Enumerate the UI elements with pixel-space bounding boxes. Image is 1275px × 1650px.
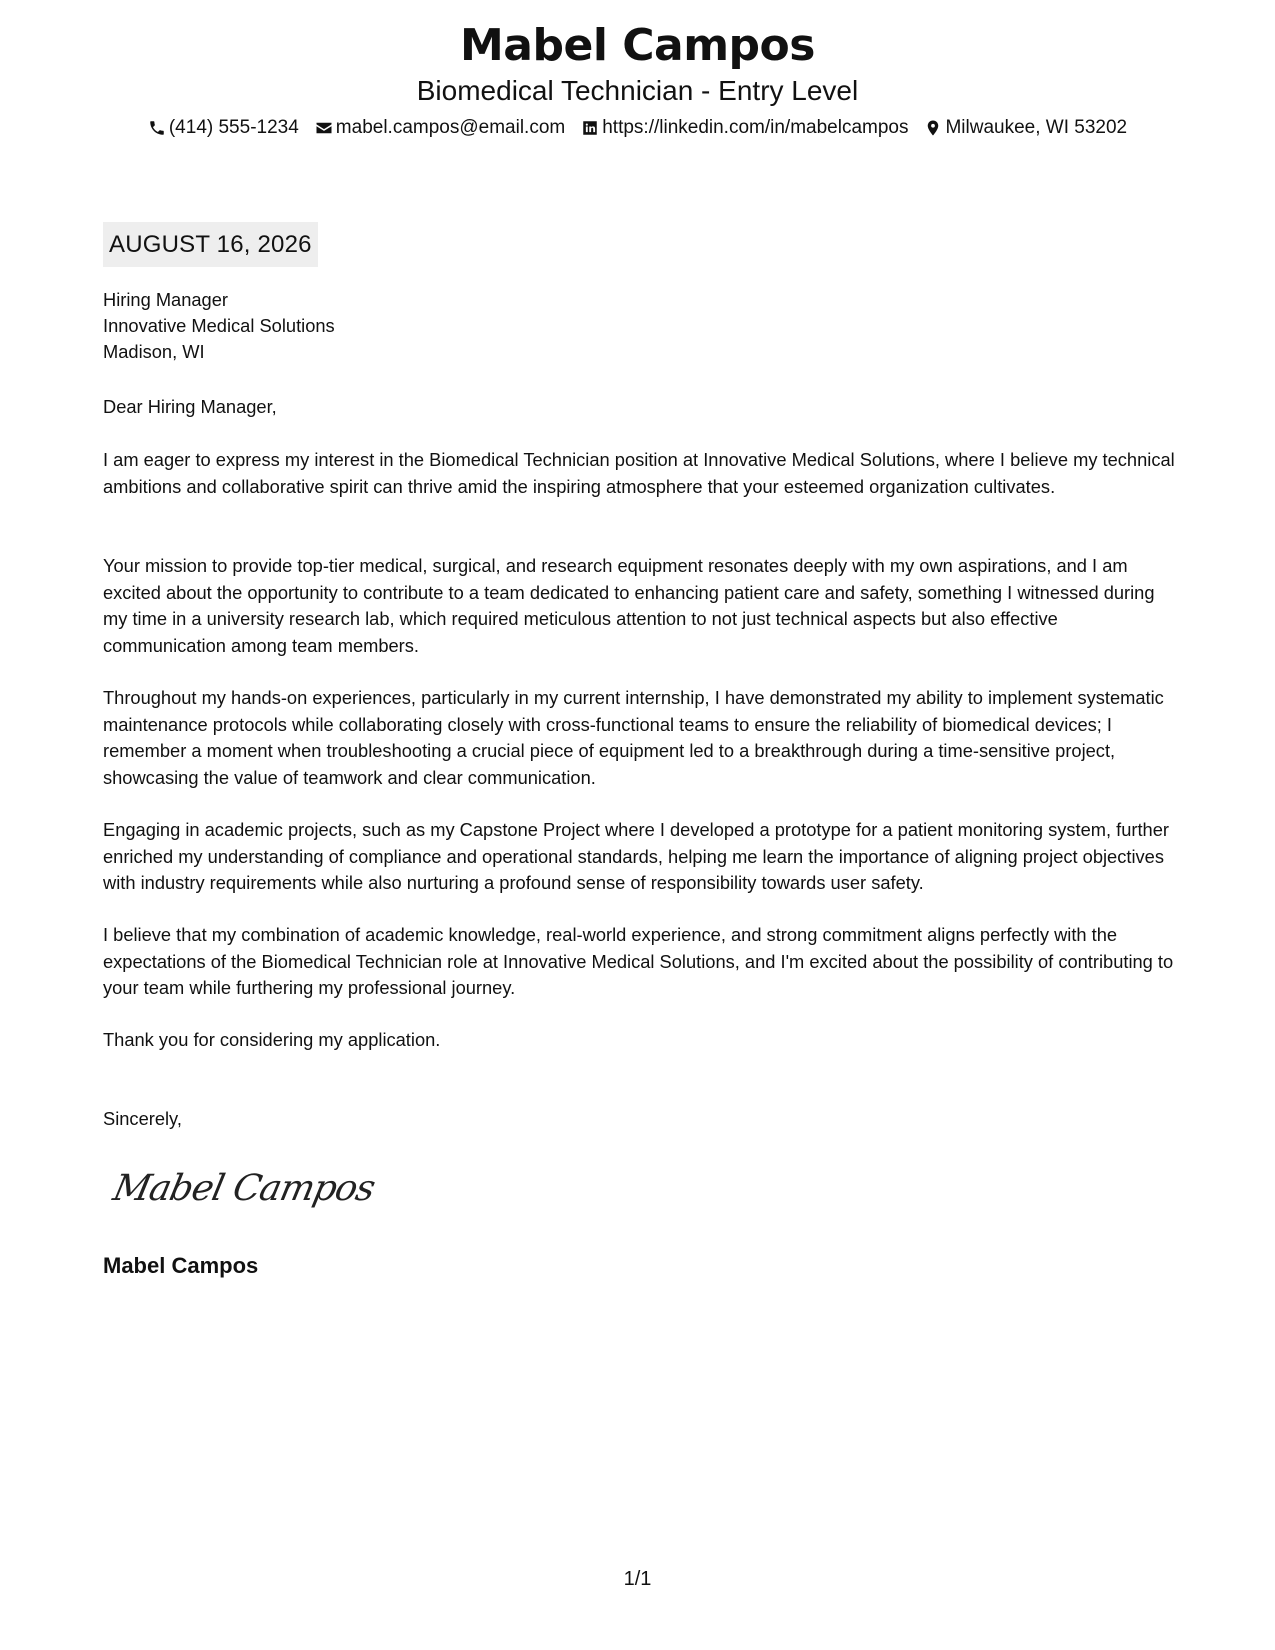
closing: Sincerely,: [103, 1108, 182, 1129]
svg-text:Mabel Campos: Mabel Campos: [109, 1166, 379, 1209]
location-text: Milwaukee, WI 53202: [945, 117, 1128, 138]
body-paragraph: Engaging in academic projects, such as my Capstone Project where I developed a prototype for a patient monitoring system, further enriched my understanding of compliance and operational standards, helping me learn the importance of aligning project objectives with industry requirements while also nurturing a profound sense of responsibility towards user safety.: [103, 819, 1169, 893]
signer-name: Mabel Campos: [103, 1253, 259, 1278]
letter-header: [0, 18, 1275, 141]
envelope-icon: [315, 119, 333, 137]
body-paragraph: Your mission to provide top-tier medical, surgical, and research equipment resonates deeply with my own aspirations, and I am excited about the opportunity to contribute to a team dedicated to enhancing patient care and safety, something I witnessed during my time in a university research lab, which required meticulous attention to not just technical aspects but also effective communication among team members.: [103, 555, 1155, 656]
body-paragraph: Throughout my hands-on experiences, particularly in my current internship, I have demonstrated my ability to implement systematic maintenance protocols while collaborating closely with cross-functional teams to ensure the reliability of biomedical devices; I remember a moment when troubleshooting a crucial piece of equipment led to a breakthrough during a time-sensitive project, showcasing the value of teamwork and clear communication.: [103, 687, 1164, 788]
letter-date: AUGUST 16, 2026: [103, 222, 318, 267]
contact-phone: [148, 115, 299, 141]
linkedin-icon: [581, 119, 599, 137]
phone-text: (414) 555-1234: [168, 117, 299, 138]
body-paragraph: I am eager to express my interest in the Biomedical Technician position at Innovative Medical Solutions, where I believe my technical ambitions and collaborative spirit can thrive amid the inspiring atmosphere that your esteemed organization cultivates.: [103, 449, 1175, 497]
salutation: Dear Hiring Manager,: [103, 396, 277, 417]
job-title: Biomedical Technician - Entry Level: [416, 75, 859, 106]
signature-image: [109, 1160, 379, 1216]
body-paragraph: I believe that my combination of academic knowledge, real-world experience, and strong commitment aligns perfectly with the expectations of the Biomedical Technician role at Innovative Medical Solutions, and I'm excited about the possibility of contributing to your team while furthering my professional journey.: [103, 924, 1174, 998]
handwritten-signature: [109, 1160, 379, 1221]
map-marker-icon: [924, 119, 942, 137]
contact-email[interactable]: [315, 115, 565, 141]
recipient-line: Innovative Medical Solutions: [103, 315, 335, 336]
contact-location: [924, 115, 1127, 141]
recipient-line: Madison, WI: [103, 341, 205, 362]
linkedin-text[interactable]: https://linkedin.com/in/mabelcampos: [602, 117, 909, 138]
applicant-name: Mabel Campos: [460, 20, 815, 71]
thank-you-line: Thank you for considering my application.: [103, 1029, 441, 1050]
phone-icon: [148, 119, 166, 137]
email-text[interactable]: mabel.campos@email.com: [335, 117, 566, 138]
recipient-block: [103, 287, 1183, 365]
page-number: 1/1: [623, 1568, 652, 1590]
recipient-line: Hiring Manager: [103, 289, 228, 310]
contact-linkedin[interactable]: [581, 115, 908, 141]
contact-info: [0, 115, 1275, 141]
